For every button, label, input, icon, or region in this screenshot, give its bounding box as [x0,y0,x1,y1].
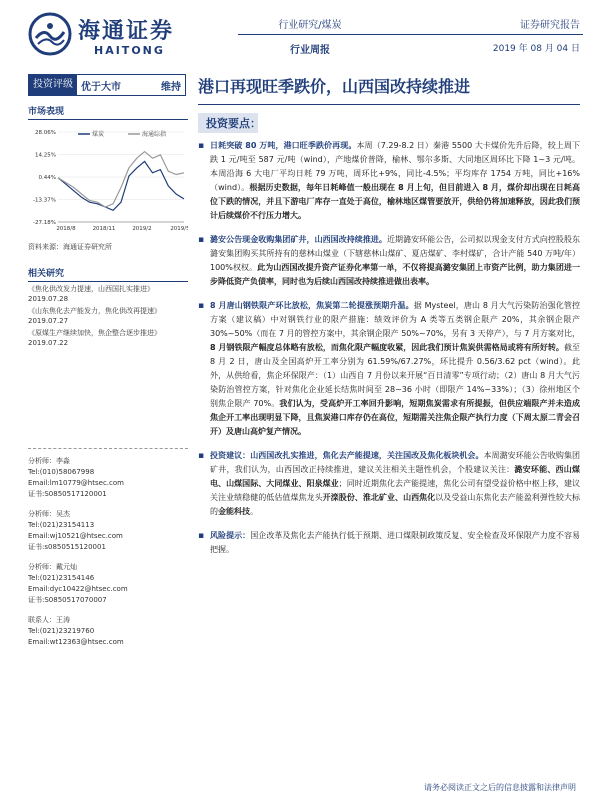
legend-label: 煤炭 [92,131,105,138]
logo-english: HAITONG [94,44,165,57]
report-date: 2019 年 08 月 04 日 [492,44,580,54]
analyst-list [28,456,188,657]
chart-source: 资料来源：海通证券研究所 [28,243,112,251]
key-point-bold: 开滦股份、淮北矿业、山西焦化 [322,493,436,502]
analyst-name: 分析师：李淼 [28,457,70,465]
analyst-cert: 证书:S0850517120001 [28,490,107,498]
related-item[interactable] [28,284,188,304]
key-point-bold: 此为山西国改提升资产证券化率第一单，不仅将提高潞安集团上市资产比例，助力集团进一步降低资产负债率，同时也为后续山西国改持续推进做出表率。 [210,263,581,286]
x-tick-label: 2018/8 [56,226,76,232]
key-point-luan [198,233,580,289]
analyst-tel: Tel:(021)23219760 [28,627,95,635]
analyst-name: 分析师：戴元灿 [28,563,77,571]
analyst-card [28,615,188,648]
related-item-title[interactable]: 《山东焦化去产能发力，焦化供改再提速》 [28,307,161,315]
analyst-tel: Tel:(021)23154113 [28,521,95,529]
haitong-logo-icon [28,12,72,56]
report-kind: 行业周报 [290,45,330,56]
key-point-headline: 潞安公告现金收购集团矿井，山西国改持续推进。 [210,235,387,244]
logo-chinese: 海通证券 [78,18,175,44]
related-item-date: 2019.07.22 [28,339,69,347]
analyst-tel: Tel:(021)23154146 [28,574,95,582]
disclaimer-footer: 请务必阅读正文之后的信息披露和法律声明 [424,783,576,792]
page-title: 港口再现旺季跌价，山西国改持续推进 [198,77,471,96]
key-point-text: 国企改革及焦化去产能执行低于预期、进口煤限制政策反复、安全检查及环保限产力度不容易把握。 [210,531,581,554]
analyst-email[interactable]: Email:wt12363@htsec.com [28,638,124,646]
market-chart-svg [28,126,188,238]
key-point-text: 近期潞安环能公告，公司拟以现金支付方式向控股股东潞安集团购买其所持有的慈林山煤业（下辖慈林山煤矿、夏店煤矿、李村煤矿，合计产能 540 万吨/年）100%权权。 [210,235,581,272]
key-point-headline: 风险提示： [210,531,251,540]
x-tick-label: 2019/2 [132,226,152,232]
key-point-text: ；同时近期焦化去产能提速，焦化公司有望受益价格中枢上移，建议关注业绩稳健的低估值煤焦龙头 [210,479,581,502]
market-chart [28,126,188,238]
report-type: 证券研究报告 [520,20,580,31]
rating-value: 优于大市 [81,81,121,93]
analyst-name: 分析师：吴杰 [28,510,70,518]
analyst-cert: 证书:s0850515120001 [28,543,106,551]
key-point-steel [198,299,580,439]
key-point-headline: 投资建议：山西国改扎实推进，焦化去产能提速，关注国改及焦化板块机会。 [210,451,484,460]
analyst-cert: 证书:S0850517070007 [28,596,107,604]
analyst-email[interactable]: Email:dyc10422@htsec.com [28,585,128,593]
related-item-date: 2019.07.27 [28,317,69,325]
y-tick-label: -13.37% [33,197,56,204]
header-meta [493,16,580,54]
left-column [28,104,188,348]
related-item-date: 2019.07.28 [28,295,69,303]
analyst-tel: Tel:(010)58067998 [28,468,95,476]
rating-hold: 维持 [161,81,181,93]
key-point-text: 。 [250,507,258,516]
rating-bar [28,74,186,96]
analyst-divider [28,448,188,449]
key-point-bold: 潞安环能、西山煤电、山煤国际、大同煤业、阳泉煤业 [210,465,580,488]
key-point-text: 本周（7.29-8.2 日）秦港 5500 大卡煤价先升后降，较上周下跌 1 元/吨至 587 元/吨（wind），产地煤价普降，榆林、鄂尔多斯、大同地区周环比下降 1~3 元/吨。本周沿海 6 大电厂平均日耗 79 万吨，周环比+9%，同比-4.5%；平均库存 1754 万吨，同比+16%（wind）。 [210,141,580,192]
header-category [250,16,370,56]
key-point-text: 本周潞安环能公告收购集团矿井，我们认为，山西国改正持续推进，建议关注相关主题性机会，个股建议关注： [210,451,581,474]
related-item-title[interactable]: 《原煤生产继续加快，焦企整合逐步推进》 [28,329,161,337]
key-point-text: 以及受益山东焦化去产能盈利弹性较大标的 [210,493,581,516]
y-tick-label: -27.18% [33,220,56,226]
key-points-column [198,104,580,567]
analyst-email[interactable]: Email:lm10779@htsec.com [28,479,124,487]
legend-label: 海通综指 [142,131,167,138]
report-header [0,0,600,68]
related-item[interactable] [28,328,188,348]
y-tick-label: 28.06% [35,130,56,136]
key-point-headline: 日耗突破 80 万吨，港口旺季跌价再现。 [210,141,357,150]
related-item-title[interactable]: 《焦化供改发力提速，山西国扎实推进》 [28,285,154,293]
key-point-bold: 我们认为，受高炉开工率回升影响，短期焦炭需求有所提振，但供应端限产并未造成焦企开工率出现明显下降，且焦炭港口库存仍在高位，短期需关注焦企限产执行力度（下周太原二青会召开）及唐山高炉复产情况。 [210,399,580,436]
analyst-card [28,562,188,606]
series-line [58,161,184,210]
related-research [28,266,188,348]
y-tick-label: 0.44% [38,175,56,181]
key-point-bold: 金能科技 [218,507,250,516]
key-point-risk [198,529,580,557]
x-tick-label: 2018/11 [92,226,116,232]
y-tick-label: 14.25% [35,152,56,159]
x-tick-label: 2019/5 [170,226,188,232]
industry-category: 行业研究/煤炭 [278,20,342,31]
key-points-title: 投资要点： [198,113,258,133]
related-section-title: 相关研究 [28,266,188,282]
key-points-box [198,104,580,557]
rating-label: 投资评级 [29,75,77,95]
market-section-title: 市场表现 [28,104,188,120]
key-point-advice [198,449,580,519]
key-point-bold: 根据历史数据，每年日耗峰值一般出现在 8 月上旬，但目前进入 8 月，煤价却出现在日耗高位下跌的情况，并且下游电厂库存一直处于高位，榆林地区煤管要放开，供给仍将加速释放，因此我们预计后续煤价不行压力增大。 [210,183,580,220]
key-point-text: 截至 8 月 2 日，唐山及全国高炉开工率分别为 61.59%/67.27%，环比提升 0.56/3.62 pct（wind）。此外，从供给看，焦企环保限产：（1）山西自 7 月份以来开展“百日清零”专项行动；（2）唐山 8 月大气污染防治管控方案，针对焦化企业延长结焦时间至 28~36 小时（即限产 14%~33%）；（3）徐州地区个别焦企限产 70%。 [210,343,580,408]
key-point-text: 据 Mysteel，唐山 8 月大气污染防治强化管控方案（建议稿）中对钢铁行业的限产措施：绩效评价为 A 类等五类钢企限产 20%，其余钢企限产 30%~50%（而在 7 月的管控方案中，其余钢企限产 50%~70%，另有 3 天停产），与 7 月方案对比， [210,301,580,338]
company-logo [28,6,198,64]
key-point-headline: 8 月唐山钢铁限产环比放松，焦炭第二轮提涨预期升温。 [210,301,414,310]
analyst-name: 联系人：王涛 [28,616,70,624]
analyst-email[interactable]: Email:wj10521@htsec.com [28,532,123,540]
key-point-coal-price [198,139,580,223]
analyst-card [28,456,188,500]
analyst-card [28,509,188,553]
key-point-bold: 8 月钢铁限产幅度总体略有放松，而焦化限产幅度收紧，因此我们预计焦炭供需格局或将有所好转。 [210,343,564,352]
related-item[interactable] [28,306,188,326]
